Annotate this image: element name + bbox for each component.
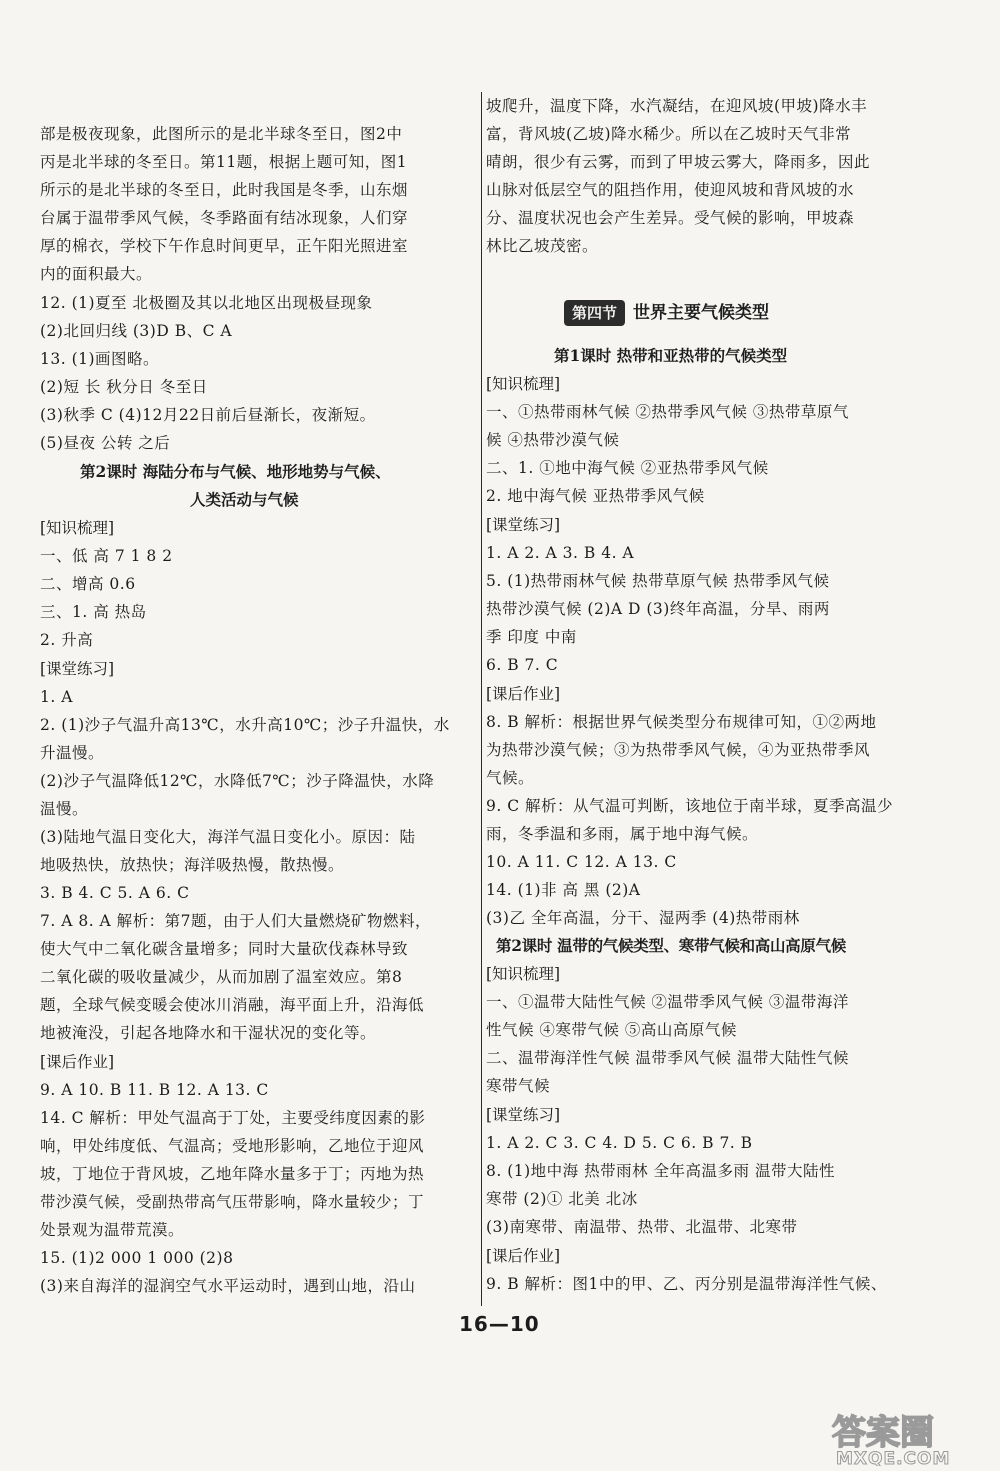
section-label: [课后作业] xyxy=(486,1247,561,1265)
answer-line: (2)沙子气温降低12℃，水降低7℃；沙子降温快，水降 xyxy=(40,772,435,790)
section-label: [课后作业] xyxy=(40,1053,115,1071)
answer-line: 9. A 10. B 11. B 12. A 13. C xyxy=(40,1081,269,1099)
answer-line: 坡，丁地位于背风坡，乙地年降水量多于丁；丙地为热 xyxy=(40,1165,425,1183)
answer-line: 2. 升高 xyxy=(40,631,94,649)
answer-line: 12. (1)夏至 北极圈及其以北地区出现极昼现象 xyxy=(40,294,373,312)
text-line: 内的面积最大。 xyxy=(40,265,153,283)
answer-line: 一、①温带大陆性气候 ②温带季风气候 ③温带海洋 xyxy=(486,993,849,1011)
section-label: [课堂练习] xyxy=(486,516,561,534)
section-heading xyxy=(564,300,769,328)
answer-line: (3)乙 全年高温，分干、湿两季 (4)热带雨林 xyxy=(486,909,800,927)
text-line: 厚的棉衣，学校下午作息时间更早，正午阳光照进室 xyxy=(40,237,409,255)
answer-line: 14. C 解析：甲处气温高于丁处，主要受纬度因素的影 xyxy=(40,1109,426,1127)
answer-line: 热带沙漠气候 (2)A D (3)终年高温，分旱、雨两 xyxy=(486,600,830,618)
lesson-title: 第2课时 海陆分布与气候、地形地势与气候、 xyxy=(80,462,391,481)
lesson-title: 第2课时 温带的气候类型、寒带气候和高山高原气候 xyxy=(496,936,846,955)
answer-line: 15. (1)2 000 1 000 (2)8 xyxy=(40,1249,234,1267)
answer-line: 带沙漠气候，受副热带高气压带影响，降水量较少；丁 xyxy=(40,1193,425,1211)
page-number: 16—10 xyxy=(459,1312,540,1336)
answer-line: 2. 地中海气候 亚热带季风气候 xyxy=(486,487,705,505)
answer-line: 气候。 xyxy=(486,769,535,787)
answer-line: (2)短 长 秋分日 冬至日 xyxy=(40,378,208,396)
answer-line: (3)来自海洋的湿润空气水平运动时，遇到山地，沿山 xyxy=(40,1277,416,1295)
text-line: 丙是北半球的冬至日。第11题，根据上题可知，图1 xyxy=(40,153,408,171)
answer-line: 升温慢。 xyxy=(40,744,105,762)
answer-line: 3. B 4. C 5. A 6. C xyxy=(40,884,190,902)
answer-line: 5. (1)热带雨林气候 热带草原气候 热带季风气候 xyxy=(486,572,830,590)
answer-line: 寒带 (2)① 北美 北冰 xyxy=(486,1190,638,1208)
section-label: [知识梳理] xyxy=(40,519,115,537)
answer-line: 14. (1)非 高 黑 (2)A xyxy=(486,881,641,899)
answer-line: 温慢。 xyxy=(40,800,89,818)
section-label: [课堂练习] xyxy=(486,1106,561,1124)
answer-line: 9. C 解析：从气温可判断，该地位于南半球，夏季高温少 xyxy=(486,797,894,815)
answer-line: 使大气中二氧化碳含量增多；同时大量砍伐森林导致 xyxy=(40,940,409,958)
answer-line: (5)昼夜 公转 之后 xyxy=(40,434,171,452)
text-line: 部是极夜现象，此图所示的是北半球冬至日，图2中 xyxy=(40,125,403,143)
answer-line: 8. B 解析：根据世界气候类型分布规律可知，①②两地 xyxy=(486,713,877,731)
text-line: 山脉对低层空气的阻挡作用，使迎风坡和背风坡的水 xyxy=(486,181,855,199)
watermark-logo xyxy=(830,1408,966,1466)
answer-line: (3)南寒带、南温带、热带、北温带、北寒带 xyxy=(486,1218,798,1236)
column-divider xyxy=(481,92,482,1306)
answer-line: 1. A xyxy=(40,688,73,706)
answer-line: 处景观为温带荒漠。 xyxy=(40,1221,185,1239)
answer-line: 性气候 ④寒带气候 ⑤高山高原气候 xyxy=(486,1021,737,1039)
answer-line: 寒带气候 xyxy=(486,1077,551,1095)
answer-line: (2)北回归线 (3)D B、C A xyxy=(40,322,233,340)
answer-line: 10. A 11. C 12. A 13. C xyxy=(486,853,677,871)
answer-line: (3)秋季 C (4)12月22日前后昼渐长，夜渐短。 xyxy=(40,406,376,424)
section-label: [课后作业] xyxy=(486,685,561,703)
answer-line: 响，甲处纬度低、气温高；受地形影响，乙地位于迎风 xyxy=(40,1137,425,1155)
answer-line: 候 ④热带沙漠气候 xyxy=(486,431,620,449)
section-label: [知识梳理] xyxy=(486,965,561,983)
section-label: [课堂练习] xyxy=(40,660,115,678)
answer-line: 季 印度 中南 xyxy=(486,628,577,646)
text-line: 所示的是北半球的冬至日，此时我国是冬季，山东烟 xyxy=(40,181,409,199)
lesson-title: 第1课时 热带和亚热带的气候类型 xyxy=(554,346,788,365)
answer-line: 9. B 解析：图1中的甲、乙、丙分别是温带海洋性气候、 xyxy=(486,1275,887,1293)
answer-line: 二、温带海洋性气候 温带季风气候 温带大陆性气候 xyxy=(486,1049,849,1067)
answer-line: 13. (1)画图略。 xyxy=(40,350,160,368)
text-line: 林比乙坡茂密。 xyxy=(486,237,599,255)
answer-line: 6. B 7. C xyxy=(486,656,559,674)
answer-line: 7. A 8. A 解析：第7题，由于人们大量燃烧矿物燃料， xyxy=(40,912,432,930)
answer-line: 一、低 高 7 1 8 2 xyxy=(40,547,173,565)
answer-line: 三、1. 高 热岛 xyxy=(40,603,147,621)
answer-line: (3)陆地气温日变化大，海洋气温日变化小。原因：陆 xyxy=(40,828,416,846)
answer-line: 一、①热带雨林气候 ②热带季风气候 ③热带草原气 xyxy=(486,403,849,421)
answer-line: 1. A 2. C 3. C 4. D 5. C 6. B 7. B xyxy=(486,1134,753,1152)
text-line: 台属于温带季风气候，冬季路面有结冰现象，人们穿 xyxy=(40,209,409,227)
text-line: 晴朗，很少有云雾，而到了甲坡云雾大，降雨多，因此 xyxy=(486,153,871,171)
answer-line: 1. A 2. A 3. B 4. A xyxy=(486,544,635,562)
text-line: 分、温度状况也会产生差异。受气候的影响，甲坡森 xyxy=(486,209,855,227)
text-line: 富，背风坡(乙坡)降水稀少。所以在乙坡时天气非常 xyxy=(486,125,852,143)
answer-line: 2. (1)沙子气温升高13℃，水升高10℃；沙子升温快，水 xyxy=(40,716,450,734)
answer-line: 8. (1)地中海 热带雨林 全年高温多雨 温带大陆性 xyxy=(486,1162,835,1180)
answer-line: 二、1. ①地中海气候 ②亚热带季风气候 xyxy=(486,459,769,477)
section-title: 世界主要气候类型 xyxy=(633,303,770,323)
lesson-title: 人类活动与气候 xyxy=(190,490,299,509)
section-label: [知识梳理] xyxy=(486,375,561,393)
answer-line: 题，全球气候变暖会使冰川消融，海平面上升，沿海低 xyxy=(40,996,425,1014)
text-line: 坡爬升，温度下降，水汽凝结，在迎风坡(甲坡)降水丰 xyxy=(486,97,868,115)
answer-line: 二氧化碳的吸收量减少，从而加剧了温室效应。第8 xyxy=(40,968,403,986)
watermark-chars: 答案圈 xyxy=(832,1413,934,1453)
answer-line: 二、增高 0.6 xyxy=(40,575,136,593)
section-badge: 第四节 xyxy=(564,300,625,326)
answer-line: 雨，冬季温和多雨，属于地中海气候。 xyxy=(486,825,759,843)
watermark-url: MXQE.COM xyxy=(836,1449,951,1466)
answer-line: 为热带沙漠气候；③为热带季风气候，④为亚热带季风 xyxy=(486,741,871,759)
answer-line: 地吸热快，放热快；海洋吸热慢，散热慢。 xyxy=(40,856,345,874)
answer-line: 地被淹没，引起各地降水和干湿状况的变化等。 xyxy=(40,1024,377,1042)
